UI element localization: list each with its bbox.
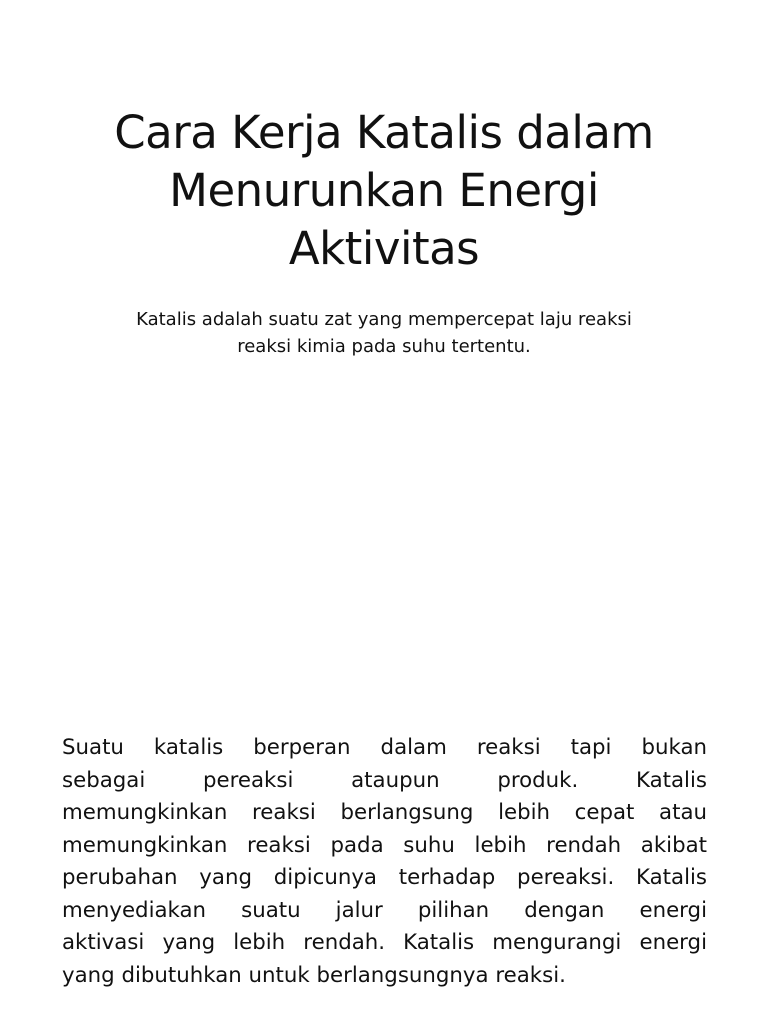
body-line: menyediakan suatu jalur pilihan dengan energi: [62, 897, 707, 923]
body-line: yang dibutuhkan untuk berlangsungnya reaksi.: [62, 962, 566, 988]
slide-body-paragraph: [62, 732, 707, 992]
body-line: memungkinkan reaksi berlangsung lebih cepat atau: [62, 800, 707, 825]
slide-title-line: Menurunkan Energi: [169, 164, 599, 217]
slide-title: [60, 104, 708, 278]
slide-title-line: Cara Kerja Katalis dalam: [114, 106, 654, 159]
slide-subtitle: [70, 306, 698, 360]
body-line: sebagai pereaksi ataupun produk. Katalis: [62, 767, 707, 793]
slide-subtitle-line: reaksi kimia pada suhu tertentu.: [237, 336, 531, 357]
slide-subtitle-line: Katalis adalah suatu zat yang mempercepat laju reaksi: [136, 309, 632, 330]
body-line: memungkinkan reaksi pada suhu lebih rendah akibat: [62, 832, 707, 858]
slide-title-line: Aktivitas: [288, 222, 480, 275]
body-line: perubahan yang dipicunya terhadap pereaksi. Katalis: [62, 865, 707, 890]
body-line: aktivasi yang lebih rendah. Katalis mengurangi energi: [62, 930, 707, 955]
body-line: Suatu katalis berperan dalam reaksi tapi bukan: [62, 735, 707, 760]
